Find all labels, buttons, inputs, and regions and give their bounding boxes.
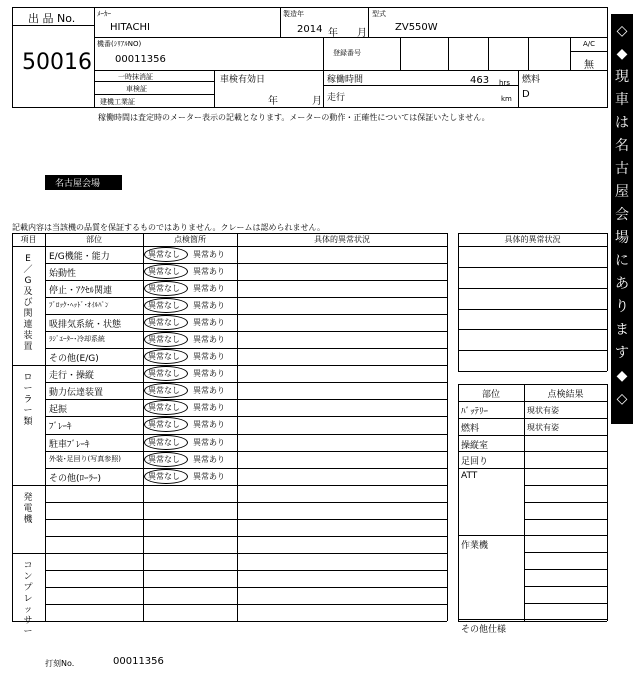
right-row-part: ﾊﾞｯﾃﾘｰ: [461, 407, 489, 417]
fuel-value: D: [522, 89, 530, 100]
rule-line: [45, 536, 447, 537]
table-row-part: その他(E/G): [49, 354, 99, 365]
ok-label: 異常なし: [148, 386, 180, 396]
rule-line: [45, 331, 447, 332]
group-label: E／G及び関連装置: [23, 254, 33, 352]
side-banner-char: り: [615, 299, 629, 315]
maker-label: ﾒｰｶｰ: [97, 10, 111, 18]
rule-line: [237, 233, 238, 621]
ok-circle-mark: [144, 315, 188, 330]
rule-line: [458, 329, 607, 330]
rule-line: [524, 502, 607, 503]
rule-line: [45, 587, 447, 588]
rule-line: [45, 502, 447, 503]
side-banner-char: 会: [615, 207, 629, 223]
ok-label: 異常なし: [148, 335, 180, 345]
rule-line: [45, 451, 447, 452]
rule-line: [45, 263, 447, 264]
ng-label: 異常あり: [193, 454, 225, 464]
shaken-date-label: 車検有効日: [220, 75, 266, 85]
ichiji-label: 一時抹消証: [118, 73, 153, 81]
ng-label: 異常あり: [193, 420, 225, 430]
table-row-part: 動力伝達装置: [49, 388, 104, 399]
table-row-part: 停止・ｱｸｾﾙ関連: [49, 286, 113, 297]
shaken-label: 車検証: [126, 85, 147, 93]
rule-line: [45, 348, 447, 349]
group-label: 発電機: [23, 492, 33, 525]
ok-label: 異常なし: [148, 267, 180, 277]
dakoku-label: 打刻No.: [45, 659, 75, 668]
serial-value: 00011356: [115, 54, 166, 65]
rule-line: [607, 384, 608, 621]
ok-label: 異常なし: [148, 437, 180, 447]
right-row-part: 操縦室: [461, 440, 489, 451]
table-row-part: 外装･足回り(写真参照): [49, 454, 121, 463]
ng-label: 異常あり: [193, 250, 225, 259]
table-header: 項目: [20, 235, 37, 244]
rule-line: [12, 485, 447, 486]
ac-label: A/C: [583, 40, 596, 48]
rule-line: [45, 297, 447, 298]
rule-line: [12, 553, 447, 554]
rule-line: [458, 418, 607, 419]
table-row-part: 起振: [49, 405, 68, 416]
table-row-part: E/G機能・能力: [49, 252, 110, 262]
ng-label: 異常あり: [193, 386, 225, 396]
ok-circle-mark: [144, 281, 188, 296]
lot-number: 50016: [22, 50, 92, 75]
table-row-part: 駐車ﾌﾞﾚｰｷ: [49, 439, 90, 450]
ng-label: 異常あり: [193, 267, 225, 277]
rule-line: [12, 365, 447, 366]
hours-label: 稼働時間: [327, 75, 364, 85]
right-row-part: ATT: [461, 471, 478, 482]
rule-line: [45, 233, 46, 621]
rule-line: [524, 485, 607, 486]
rule-line: [458, 468, 607, 469]
rule-line: [458, 384, 607, 385]
side-banner-char: に: [615, 253, 629, 269]
table-row-part: 吸排気系統・状態: [49, 320, 122, 331]
side-banner-char: 屋: [615, 184, 629, 200]
ok-label: 異常なし: [148, 318, 180, 328]
side-banner-char: 名: [615, 138, 629, 154]
rule-line: [458, 267, 607, 268]
model-label: 型式: [372, 10, 386, 18]
ok-circle-mark: [144, 452, 188, 467]
rule-line: [458, 619, 607, 620]
rule-line: [458, 451, 607, 452]
ok-circle-mark: [144, 264, 188, 279]
rule-line: [45, 519, 447, 520]
rule-line: [447, 233, 448, 621]
ok-label: 異常なし: [148, 420, 180, 430]
group-label: コンプレッサー: [23, 560, 33, 637]
right-row-part: 足回り: [461, 457, 489, 468]
shaken-year: 年: [268, 96, 278, 107]
ok-circle-mark: [144, 349, 188, 364]
rule-line: [524, 586, 607, 587]
side-banner-char: あ: [615, 276, 629, 292]
hours-unit: hrs: [499, 79, 510, 87]
year-value: 2014: [297, 24, 323, 35]
rule-line: [45, 280, 447, 281]
right-row-part: その他仕様: [461, 625, 507, 636]
table-row-part: 始動性: [49, 269, 77, 280]
rule-line: [45, 399, 447, 400]
km-unit: km: [501, 95, 512, 103]
side-banner-char: 現: [615, 69, 629, 85]
ng-label: 異常あり: [193, 352, 225, 362]
quality-notice: 記載内容は当該機の品質を保証するものではありません。クレームは認められません。: [12, 223, 325, 232]
rule-line: [458, 535, 607, 536]
month-unit: 月: [357, 28, 367, 39]
side-banner: [611, 14, 633, 424]
dakoku-value: 00011356: [113, 656, 164, 667]
serial-label: 機番(ｼﾘｱﾙNO): [97, 40, 142, 48]
group-label: ローラー類: [23, 373, 33, 428]
table-row-part: ﾌﾞﾛｯｸ･ﾍｯﾄﾞ･ｵｲﾙﾊﾟﾝ: [49, 301, 109, 310]
side-banner-char: ◇: [616, 391, 628, 407]
ng-label: 異常あり: [193, 437, 225, 447]
reg-label: 登録番号: [333, 49, 361, 57]
rule-line: [12, 246, 447, 247]
rule-line: [524, 569, 607, 570]
ok-label: 異常なし: [148, 352, 180, 362]
rule-line: [524, 519, 607, 520]
shuppin-label: 出 品 No.: [28, 12, 76, 25]
table-row-part: その他(ﾛｰﾗｰ): [49, 473, 102, 484]
ok-label: 異常なし: [148, 284, 180, 294]
side-banner-char: す: [615, 345, 629, 361]
year-unit: 年: [328, 28, 338, 39]
side-banner-char: ◆: [616, 368, 628, 384]
ok-circle-mark: [144, 298, 188, 313]
ng-label: 異常あり: [193, 284, 225, 294]
rule-line: [45, 314, 447, 315]
rule-line: [45, 416, 447, 417]
ok-circle-mark: [144, 469, 188, 484]
rule-line: [458, 246, 607, 247]
rule-line: [607, 233, 608, 371]
rule-line: [524, 552, 607, 553]
rule-line: [458, 384, 459, 621]
side-banner-char: 場: [615, 230, 629, 246]
table-header: 点検箇所: [174, 235, 206, 244]
rule-line: [143, 233, 144, 621]
run-label: 走行: [327, 93, 346, 103]
rule-line: [45, 604, 447, 605]
right-result-header: 点検結果: [547, 390, 584, 400]
ok-circle-mark: [144, 400, 188, 415]
rule-line: [524, 603, 607, 604]
side-banner-char: ◇: [616, 23, 628, 39]
maker-value: HITACHI: [110, 22, 150, 33]
rule-line: [458, 401, 607, 402]
right-detail-header: 具体的異常状況: [504, 235, 561, 244]
ng-label: 異常あり: [193, 301, 225, 311]
year-label: 製造年: [283, 10, 304, 18]
side-banner-char: 古: [615, 161, 629, 177]
location-badge: [45, 175, 122, 190]
fuel-label: 燃料: [522, 75, 541, 85]
rule-line: [458, 309, 607, 310]
ok-label: 異常なし: [148, 369, 180, 379]
ng-label: 異常あり: [193, 471, 225, 481]
table-row-part: 走行・操縦: [49, 371, 95, 382]
table-header: 具体的異常状況: [314, 235, 370, 244]
rule-line: [458, 435, 607, 436]
rule-line: [458, 371, 607, 372]
ok-circle-mark: [144, 383, 188, 398]
ng-label: 異常あり: [193, 403, 225, 413]
ok-label: 異常なし: [148, 250, 180, 259]
rule-line: [12, 621, 447, 622]
side-banner-char: ま: [615, 322, 629, 338]
rule-line: [45, 434, 447, 435]
ng-label: 異常あり: [193, 318, 225, 328]
ok-circle-mark: [144, 435, 188, 450]
model-value: ZV550W: [395, 22, 438, 33]
right-row-result: 現状有姿: [527, 422, 559, 432]
table-row-part: ﾌﾞﾚｰｷ: [49, 422, 72, 433]
ok-label: 異常なし: [148, 471, 180, 481]
ng-label: 異常あり: [193, 369, 225, 379]
right-row-part: 燃料: [461, 423, 480, 434]
table-row-part: ﾗｼﾞｴｰﾀｰ･冷却系統: [49, 335, 105, 344]
hours-value: 463: [470, 75, 490, 86]
location-badge-text: 名古屋会場: [55, 179, 101, 189]
right-row-part: 作業機: [461, 541, 489, 552]
side-banner-char: ◆: [616, 46, 628, 62]
rule-line: [12, 233, 13, 621]
table-header: 部位: [86, 235, 102, 244]
rule-line: [45, 570, 447, 571]
side-banner-char: は: [615, 115, 629, 131]
ng-label: 異常あり: [193, 335, 225, 345]
ok-label: 異常なし: [148, 403, 180, 413]
right-row-result: 現状有姿: [527, 406, 559, 415]
hours-notice: 稼働時間は査定時のメーター表示の記載となります。メーターの動作・正確性については保証いたしません。: [98, 113, 490, 122]
ok-label: 異常なし: [148, 454, 180, 464]
ok-circle-mark: [144, 247, 188, 262]
rule-line: [45, 468, 447, 469]
ok-circle-mark: [144, 366, 188, 381]
shaken-month: 月: [312, 96, 322, 107]
rule-line: [458, 288, 607, 289]
side-banner-char: 車: [615, 92, 629, 108]
rule-line: [45, 382, 447, 383]
ok-label: 異常なし: [148, 301, 180, 311]
right-part-header: 部位: [481, 390, 500, 400]
rule-line: [458, 350, 607, 351]
ok-circle-mark: [144, 332, 188, 347]
ac-value: 無: [584, 60, 594, 71]
jyuki-label: 建機工業証: [100, 98, 135, 106]
